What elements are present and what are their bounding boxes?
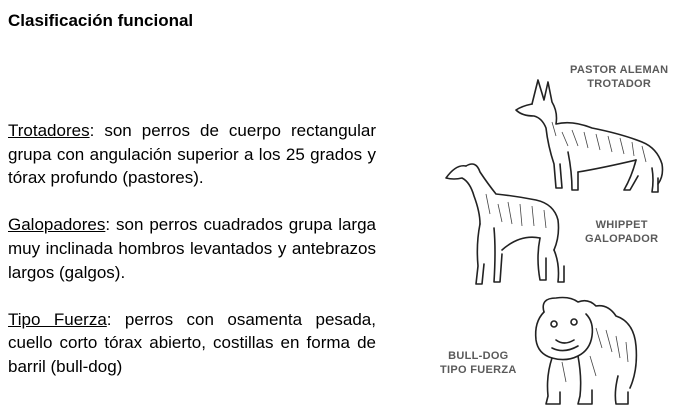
term-galopadores: Galopadores: [8, 215, 106, 235]
label-whippet-breed: WHIPPET: [595, 219, 648, 231]
term-tipo-fuerza: Tipo Fuerza: [8, 309, 107, 329]
page-title: Clasificación funcional: [8, 11, 194, 30]
paragraph-galopadores: [8, 213, 376, 284]
desc-tipo-fuerza: : perros con osamenta pesada, cuello corto tórax abierto, costillas en forma de barril (bull-dog): [8, 309, 376, 376]
label-bulldog-breed: BULL-DOG: [448, 350, 509, 362]
label-pastor-aleman-type: TROTADOR: [587, 78, 652, 90]
bulldog-drawing: [526, 292, 646, 410]
label-bulldog-type: TIPO FUERZA: [440, 364, 517, 376]
dog-types-illustration: [430, 50, 690, 415]
classification-text: [8, 119, 376, 402]
label-pastor-aleman: [570, 63, 668, 91]
paragraph-trotadores: [8, 119, 376, 190]
paragraph-tipo-fuerza: [8, 308, 376, 379]
label-whippet-type: GALOPADOR: [585, 233, 659, 245]
label-whippet: [585, 218, 658, 246]
desc-trotadores: : son perros de cuerpo rectangular grupa con angulación superior a los 25 grados y tórax profundo (pastores).: [8, 121, 376, 188]
desc-galopadores: : son perros cuadrados grupa larga muy inclinada hombros levantados y antebrazos largos (galgos).: [8, 215, 376, 282]
whippet-drawing: [436, 154, 576, 294]
label-pastor-aleman-breed: PASTOR ALEMAN: [570, 64, 669, 76]
term-trotadores: Trotadores: [8, 121, 90, 140]
label-bulldog: [440, 349, 517, 377]
